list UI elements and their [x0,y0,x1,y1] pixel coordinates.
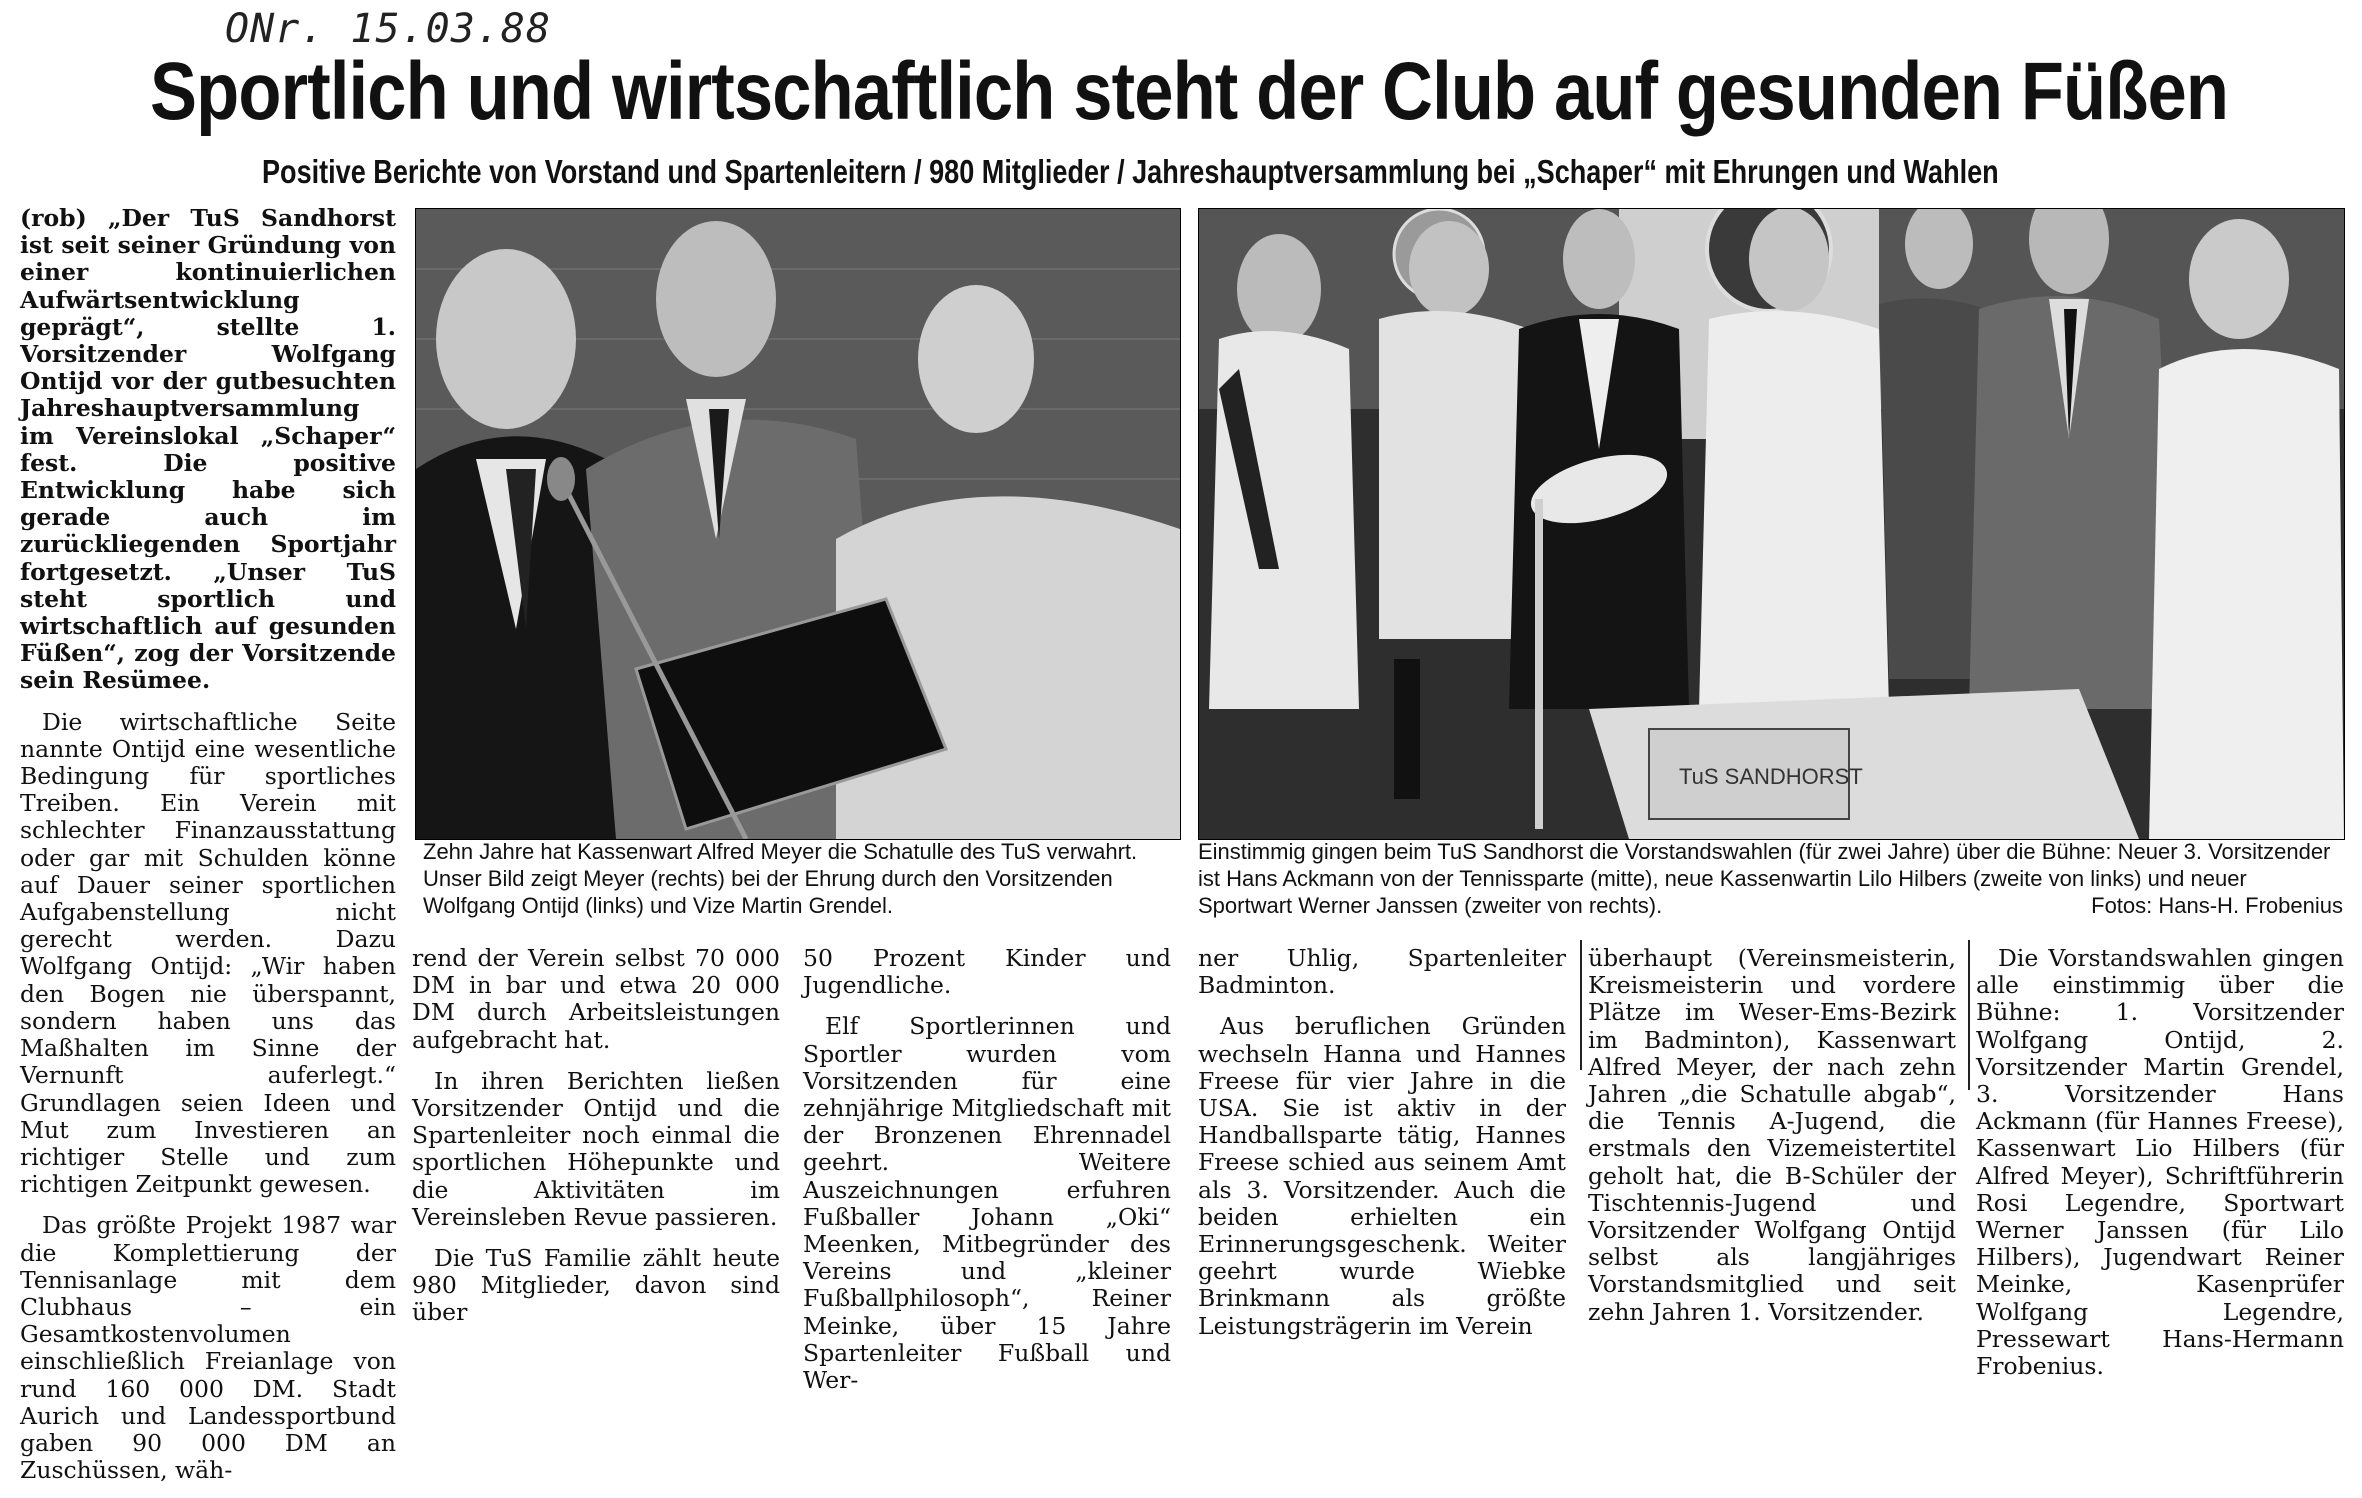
body-paragraph: Die Vorstandswahlen gingen alle einstimmig über die Bühne: 1. Vorsitzender Wolfgang Ontijd, 2. Vorsitzender Martin Grendel, 3. Vorsitzender Hans Ackmann (für Hannes Freese), Kassenwart Lio Hilbers (für Alfred Meyer), Schriftführerin Rosi Legendre, Sportwart Werner Janssen (für Lilo Hilbers), Jugendwart Reiner Meinke, Kasenprüfer Wolfgang Legendre, Pressewart Hans-Hermann Frobenius. [1976,944,2344,1381]
body-paragraph: Elf Sportlerinnen und Sportler wurden vom Vorsitzenden für eine zehnjährige Mitgliedschaft mit der Bronzenen Ehrennadel geehrt. Weitere Auszeichnungen erfuhren Fußballer Johann „Oki“ Meenken, Mitbegründer des Vereins und „kleiner Fußballphilosoph“, Reiner Meinke, über 15 Jahre Spartenleiter Fußball und Wer- [803,1012,1171,1395]
caption-text: Einstimmig gingen beim TuS Sandhorst die Vorstandswahlen (für zwei Jahre) über die Bühne: Neuer 3. Vorsitzender ist Hans Ackmann von der Tennissparte (mitte), neue Kassenwartin Lilo Hilbers (zweite von links) und neuer Sportwart Werner Janssen (zweiter von rechts). [1198,839,2331,918]
article-column-3 [803,945,1171,1408]
lead-paragraph: (rob) „Der TuS Sandhorst ist seit seiner Gründung von einer kontinuierlichen Aufwärtsentwicklung geprägt“, stellte 1. Vorsitzender Wolfgang Ontijd vor der gutbesuchten Jahreshauptversammlung im Vereinslokal „Schaper“ fest. Die positive Entwicklung habe sich gerade auch im zurückliegenden Sportjahr fortgesetzt. „Unser TuS steht sportlich und wirtschaftlich auf gesunden Füßen“, zog der Vorsitzende sein Resümee. [20,204,396,695]
article-column-6 [1976,945,2344,1394]
body-paragraph: überhaupt (Vereinsmeisterin, Kreismeisterin und vordere Plätze im Weser-Ems-Bezirk im Badminton), Kassenwart Alfred Meyer, der nach zehn Jahren „die Schatulle abgab“, die Tennis A-Jugend, die erstmals den Vizemeistertitel geholt hat, die B-Schüler der Tischtennis-Jugend und Vorsitzender Wolfgang Ontijd selbst als langjähriges Vorstandsmitglied und seit zehn Jahren 1. Vorsitzender. [1588,944,1956,1326]
body-paragraph: In ihren Berichten ließen Vorsitzender Ontijd und die Spartenleiter noch einmal die sportlichen Höhepunkte und die Aktivitäten im Vereinsleben Revue passieren. [412,1066,780,1231]
body-paragraph: Die TuS Familie zählt heute 980 Mitglieder, davon sind über [412,1244,780,1327]
article-column-4 [1198,945,1566,1354]
handwritten-date-note: ONr. 15.03.88 [225,6,552,52]
photo-honoring-ceremony [415,208,1181,840]
article-headline: Sportlich und wirtschaftlich steht der Club auf gesunden Füßen [150,46,2229,137]
body-paragraph: 50 Prozent Kinder und Jugendliche. [803,944,1171,1000]
photo-credit: Fotos: Hans-H. Frobenius [2091,893,2343,918]
photo-caption-left: Zehn Jahre hat Kassenwart Alfred Meyer die Schatulle des TuS verwahrt. Unser Bild zeigt Meyer (rechts) bei der Ehrung durch den Vorsitzenden Wolfgang Ontijd (links) und Vize Martin Grendel. [423,839,1138,918]
article-column-2 [412,945,780,1341]
banner-text: TuS SANDHORST [1679,764,1863,789]
column-divider [1968,940,1970,1090]
body-paragraph: Das größte Projekt 1987 war die Komplettierung der Tennisanlage mit dem Clubhaus – ein Gesamtkostenvolumen einschließlich Freianlage von rund 160 000 DM. Stadt Aurich und Landessportbund gaben 90 000 DM an Zuschüssen, wäh- [20,1211,396,1485]
body-paragraph: ner Uhlig, Spartenleiter Badminton. [1198,944,1566,1000]
article-subheadline: Positive Berichte von Vorstand und Spartenleitern / 980 Mitglieder / Jahreshauptversammlung bei „Schaper“ mit Ehrungen und Wahlen [262,153,1999,190]
article-column-5 [1588,945,1956,1340]
article-column-1 [20,205,396,1498]
body-paragraph: rend der Verein selbst 70 000 DM in bar und etwa 20 000 DM durch Arbeitsleistungen aufgebracht hat. [412,944,780,1054]
column-divider [1580,940,1582,1070]
body-paragraph: Die wirtschaftliche Seite nannte Ontijd eine wesentliche Bedingung für sportliches Treiben. Ein Verein mit schlechter Finanzausstattung oder gar mit Schulden könne auf Dauer seiner sportlichen Aufgabenstellung nicht gerecht werden. Dazu Wolfgang Ontijd: „Wir haben den Bogen nie überspannt, sondern haben uns das Maßhalten im Sinne der Vernunft auferlegt.“ Grundlagen seien Ideen und Mut zum Investieren an richtiger Stelle und zum richtigen Zeitpunkt gewesen. [20,707,396,1199]
photo-caption-right [1198,838,2343,919]
photo-new-board-members [1198,208,2345,840]
body-paragraph: Aus beruflichen Gründen wechseln Hanna und Hannes Freese für vier Jahre in die USA. Sie ist aktiv in der Handballsparte tätig, Hannes Freese schied aus seinem Amt als 3. Vorsitzender. Auch die beiden erhielten ein Erinnerungsgeschenk. Weiter geehrt wurde Wiebke Brinkmann als größte Leistungsträgerin im Verein [1198,1012,1566,1340]
